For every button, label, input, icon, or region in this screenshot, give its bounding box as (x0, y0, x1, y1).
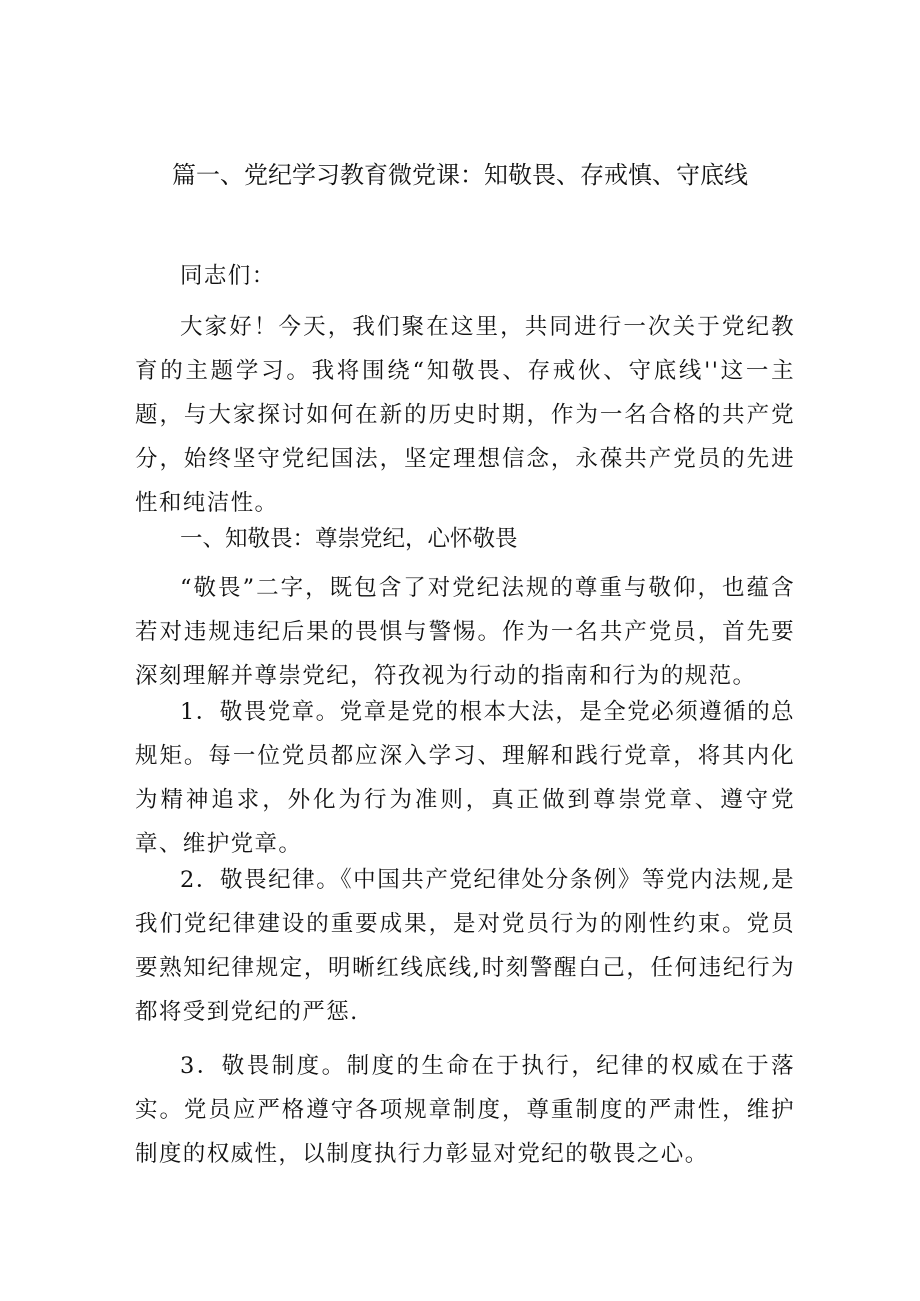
intro-paragraph: 大家好！今天，我们聚在这里，共同进行一次关于党纪教育的主题学习。我将围绕“知敬畏、存戒伙、守底线''这一主题，与大家探讨如何在新的历史时期，作为一名合格的共产党分，始终坚守党纪国法，坚定理想信念，永葆共产党员的先进性和纯洁性。 (135, 314, 795, 516)
section-heading-1: 一、知敬畏：尊崇党纪，心怀敬畏 (180, 526, 518, 552)
item-3-paragraph: 3．敬畏制度。制度的生命在于执行，纪律的权威在于落实。党员应严格遵守各项规章制度，尊重制度的严肃性，维护制度的权威性，以制度执行力彰显对党纪的敬畏之心。 (135, 1053, 795, 1167)
greeting: 同志们： (180, 263, 276, 289)
item-1-paragraph: 1．敬畏党章。党章是党的根本大法，是全党必须遵循的总规矩。每一位党员都应深入学习、理解和践行党章，将其内化为精神追求，外化为行为准则，真正做到尊崇党章、遵守党章、维护党章。 (135, 699, 795, 857)
item-2-paragraph: 2．敬畏纪律。《中国共产党纪律处分条例》等党内法规,是我们党纪律建设的重要成果，是对党员行为的刚性约束。党员要熟知纪律规定，明晰红线底线,时刻警醒白己，任何违纪行为都将受到党纪的严惩. (135, 867, 795, 1025)
section1-intro-paragraph: “敬畏”二字，既包含了对党纪法规的尊重与敬仰，也蕴含若对违规违纪后果的畏惧与警惕。作为一名共产党员，首先要深刻理解并尊崇党纪，符孜视为行动的指南和行为的规范。 (135, 575, 795, 689)
document-title: 篇一、党纪学习教育微党课：知敬畏、存戒慎、守底线 (172, 161, 748, 189)
